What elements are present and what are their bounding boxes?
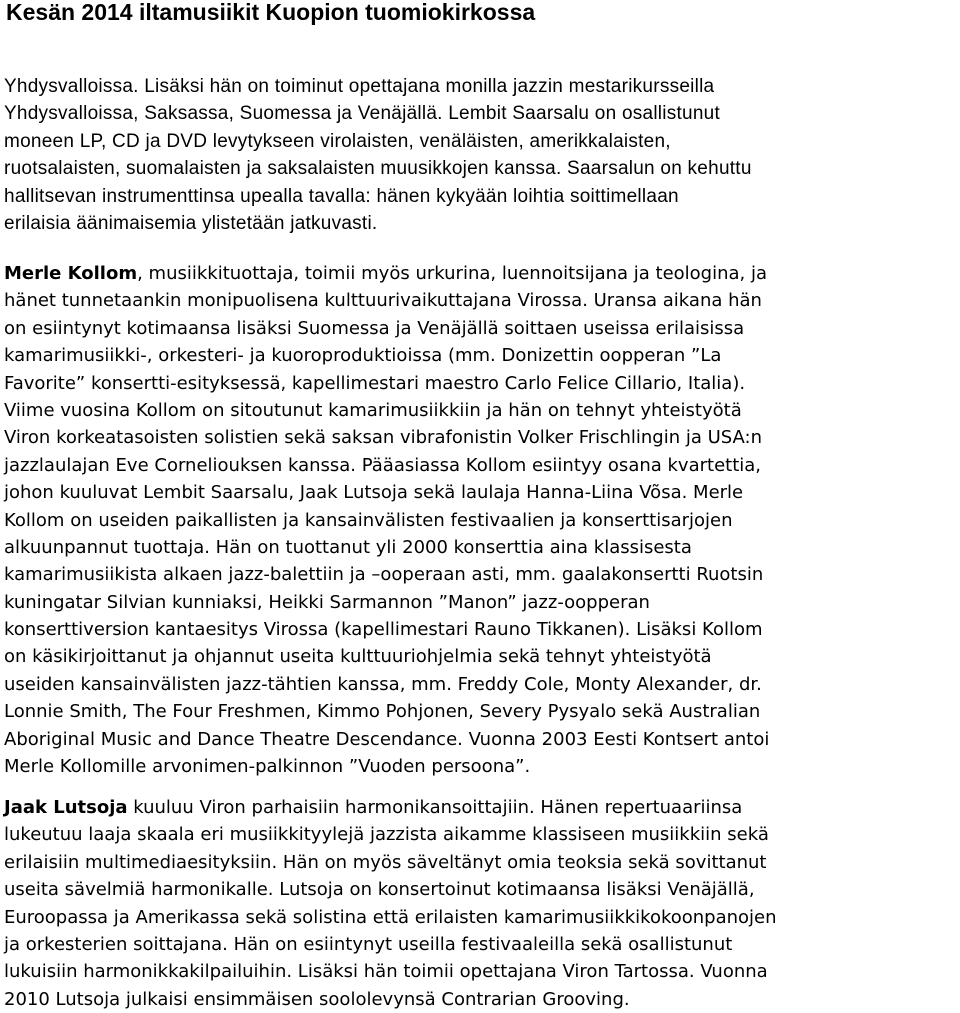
text-line: on esiintynyt kotimaansa lisäksi Suomessa ja Venäjällä soittaen useissa erilaisissa <box>4 317 745 339</box>
page-title: Kesän 2014 iltamusiikit Kuopion tuomiokirkossa <box>6 0 536 25</box>
text-line: Kollom on useiden paikallisten ja kansainvälisten festivaalien ja konserttisarjojen <box>4 509 733 531</box>
text-line: alkuunpannut tuottaja. Hän on tuottanut yli 2000 konserttia aina klassisesta <box>4 536 692 558</box>
text-line: ruotsalaisten, suomalaisten ja saksalaisten muusikkojen kanssa. Saarsalun on kehuttu <box>4 158 752 180</box>
text-line <box>4 794 958 821</box>
text-line: useiden kansainvälisten jazz-tähtien kanssa, mm. Freddy Cole, Monty Alexander, dr. <box>4 673 762 695</box>
text-line: lukeutuu laaja skaala eri musiikkityylejä jazzista aikamme klassiseen musiikkiin sekä <box>4 824 769 846</box>
text-line: hänet tunnetaankin monipuolisena kulttuurivaikuttajana Virossa. Uransa aikana hän <box>4 290 762 312</box>
text-line: Aboriginal Music and Dance Theatre Descendance. Vuonna 2003 Eesti Kontsert antoi <box>4 728 770 750</box>
text-line: Merle Kollomille arvonimen-palkinnon ”Vuoden persoona”. <box>4 756 531 778</box>
text-line: Euroopassa ja Amerikassa sekä solistina että erilaisten kamarimusiikkikokoonpanojen <box>4 906 777 928</box>
text-line: Yhdysvalloissa, Saksassa, Suomessa ja Venäjällä. Lembit Saarsalu on osallistunut <box>4 103 720 125</box>
lutsoja-paragraph <box>4 794 958 1013</box>
text-line: erilaisiin multimediaesityksiin. Hän on myös säveltänyt omia teoksia sekä sovittanut <box>4 851 767 873</box>
text-line: Yhdysvalloissa. Lisäksi hän on toiminut opettajana monilla jazzin mestarikursseilla <box>4 76 715 97</box>
kollom-name: Merle Kollom <box>4 263 138 284</box>
text-line: kuningatar Silvian kunniaksi, Heikki Sarmannon ”Manon” jazz-oopperan <box>4 591 650 613</box>
text-line: johon kuuluvat Lembit Saarsalu, Jaak Lutsoja sekä laulaja Hanna-Liina Võsa. Merle <box>4 482 744 504</box>
text-line: ja orkesterien soittajana. Hän on esiintynyt useilla festivaaleilla sekä osallistunut <box>4 933 733 955</box>
text-fragment: , musiikkituottaja, toimii myös urkurina, luennoitsijana ja teologina, ja <box>137 263 768 284</box>
text-line: lukuisiin harmonikkakilpailuihin. Lisäksi hän toimii opettajana Viron Tartossa. Vuonna <box>4 961 768 983</box>
lutsoja-name: Jaak Lutsoja <box>4 797 128 818</box>
text-line: on käsikirjoittanut ja ohjannut useita kulttuuriohjelmia sekä tehnyt yhteistyötä <box>4 646 712 668</box>
kollom-paragraph <box>4 260 958 780</box>
text-line: hallitsevan instrumenttinsa upealla tavalla: hänen kykyään loihtia soittimellaan <box>4 185 679 207</box>
text-line: kamarimusiikista alkaen jazz-balettiin ja –ooperaan asti, mm. gaalakonsertti Ruotsin <box>4 564 764 586</box>
text-line: erilaisia äänimaisemia ylistetään jatkuvasti. <box>4 212 378 234</box>
text-line: kamarimusiikki-, orkesteri- ja kuoroproduktioissa (mm. Donizettin oopperan ”La <box>4 345 722 367</box>
text-line: moneen LP, CD ja DVD levytykseen virolaisten, venäläisten, amerikkalaisten, <box>4 130 671 152</box>
saarsalu-paragraph <box>4 73 958 237</box>
text-line: 2010 Lutsoja julkaisi ensimmäisen soololevynsä Contrarian Grooving. <box>4 988 630 1010</box>
text-line: jazzlaulajan Eve Corneliouksen kanssa. Pääasiassa Kollom esiintyy osana kvartettia, <box>4 454 762 476</box>
text-line: useita sävelmiä harmonikalle. Lutsoja on konsertoinut kotimaansa lisäksi Venäjällä, <box>4 879 755 901</box>
text-line: konserttiversion kantaesitys Virossa (kapellimestari Rauno Tikkanen). Lisäksi Kollom <box>4 619 763 641</box>
text-line: Viime vuosina Kollom on sitoutunut kamarimusiikkiin ja hän on tehnyt yhteistyötä <box>4 399 742 421</box>
text-line: Lonnie Smith, The Four Freshmen, Kimmo Pohjonen, Severy Pysyalo sekä Australian <box>4 701 761 723</box>
text-line: Viron korkeatasoisten solistien sekä saksan vibrafonistin Volker Frischlingin ja USA:n <box>4 427 762 449</box>
text-line: Favorite” konsertti-esityksessä, kapellimestari maestro Carlo Felice Cillario, Italia). <box>4 372 746 394</box>
text-line <box>4 260 958 287</box>
text-fragment: kuuluu Viron parhaisiin harmonikansoittajiin. Hänen repertuaariinsa <box>127 797 743 818</box>
